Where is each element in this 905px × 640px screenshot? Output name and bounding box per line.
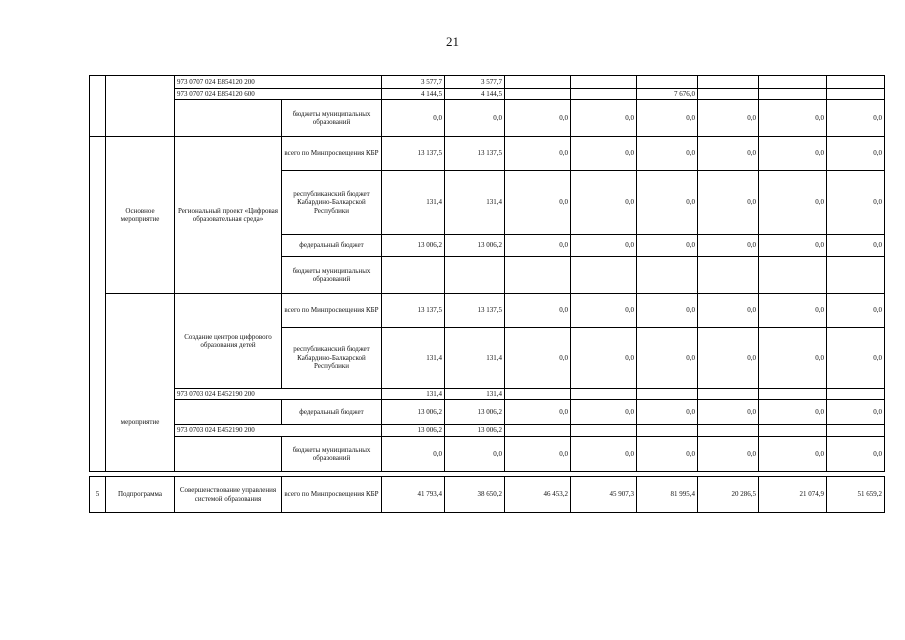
subprogram-value: 51 659,2: [827, 477, 885, 513]
table-row: бюджеты муниципальных образований 0,0 0,0 0,0 0,0 0,0 0,0 0,0 0,0: [90, 437, 885, 472]
table-row: 973 0703 024 E452190 200 13 006,2 13 006,2: [90, 425, 885, 437]
table-row: федеральный бюджет 13 006,2 13 006,2 0,0 0,0 0,0 0,0 0,0 0,0: [90, 235, 885, 257]
source-label: бюджеты муниципальных образований: [282, 100, 382, 137]
table-row: 973 0703 024 E452190 200 131,4 131,4: [90, 389, 885, 400]
table-row: 973 0707 024 E854120 600 4 144,5 4 144,5 7 676,0: [90, 89, 885, 100]
subprogram-value: 41 793,4: [382, 477, 445, 513]
centers-name: Создание центров цифрового образования детей: [175, 294, 282, 389]
subprogram-value: 20 286,5: [698, 477, 759, 513]
source-label: бюджеты муниципальных образований: [282, 437, 382, 472]
table-row: республиканский бюджет Кабардино-Балкарской Республики 131,4 131,4 0,0 0,0 0,0 0,0 0,0 0,0: [90, 328, 885, 389]
source-label: республиканский бюджет Кабардино-Балкарской Республики: [282, 328, 382, 389]
subprogram-value: 46 453,2: [505, 477, 571, 513]
source-label: федеральный бюджет: [282, 400, 382, 425]
source-label: бюджеты муниципальных образований: [282, 257, 382, 294]
subprogram-value: 45 907,3: [571, 477, 637, 513]
budget-code: 973 0707 024 E854120 600: [175, 89, 382, 100]
table-row: бюджеты муниципальных образований 0,0 0,0 0,0 0,0 0,0 0,0 0,0 0,0: [90, 100, 885, 137]
subprogram-number: 5: [90, 477, 106, 513]
subprogram-value: 81 995,4: [637, 477, 698, 513]
subprogram-name: Совершенствование управления системой образования: [175, 477, 282, 513]
subprogram-row: [90, 477, 885, 513]
budget-table: [89, 75, 885, 472]
project-name: Региональный проект «Цифровая образовательная среда»: [175, 137, 282, 294]
event-label: мероприятие: [106, 294, 175, 472]
budget-code: 973 0703 024 E452190 200: [175, 389, 382, 400]
subprogram-table: [89, 476, 885, 513]
subprogram-value: 38 650,2: [445, 477, 505, 513]
main-event-label: Основное мероприятие: [106, 137, 175, 294]
source-label: федеральный бюджет: [282, 235, 382, 257]
table-row: мероприятие Создание центров цифрового образования детей всего по Минпросвещения КБР 13 137,5 13 137,5 0,0 0,0 0,0 0,0 0,0 0,0: [90, 294, 885, 328]
source-label: всего по Минпросвещения КБР: [282, 294, 382, 328]
table-row: федеральный бюджет 13 006,2 13 006,2 0,0 0,0 0,0 0,0 0,0 0,0: [90, 400, 885, 425]
subprogram-type: Подпрограмма: [106, 477, 175, 513]
page-number: 21: [446, 34, 459, 49]
source-label: республиканский бюджет Кабардино-Балкарской Республики: [282, 171, 382, 235]
table-row: 973 0707 024 E854120 200 3 577,7 3 577,7: [90, 76, 885, 89]
table-row: Основное мероприятие Региональный проект «Цифровая образовательная среда» всего по Минпросвещения КБР 13 137,5 13 137,5 0,0 0,0 0,0 0,0 0,0 0,0: [90, 137, 885, 171]
budget-code: 973 0703 024 E452190 200: [175, 425, 382, 437]
source-label: всего по Минпросвещения КБР: [282, 477, 382, 513]
budget-code: 973 0707 024 E854120 200: [175, 76, 382, 89]
source-label: всего по Минпросвещения КБР: [282, 137, 382, 171]
table-row: республиканский бюджет Кабардино-Балкарской Республики 131,4 131,4 0,0 0,0 0,0 0,0 0,0 0,0: [90, 171, 885, 235]
subprogram-value: 21 074,9: [759, 477, 827, 513]
